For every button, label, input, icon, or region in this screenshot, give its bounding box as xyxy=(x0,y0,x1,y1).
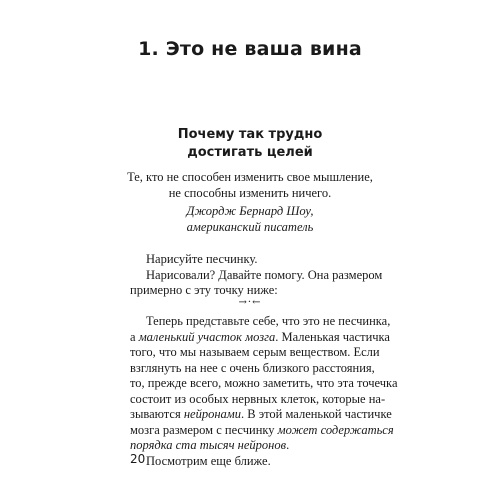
paragraph-2 xyxy=(130,314,398,469)
text-line: Нарисуйте песчинку. xyxy=(146,252,258,266)
emphasis: маленький участок мозга xyxy=(138,329,276,344)
text-line: то, прежде всего, можно заметить, что эта точечка xyxy=(130,376,398,390)
text-fragment: мозга размером с песчинку xyxy=(130,422,278,437)
text-line xyxy=(130,423,398,439)
text-line: примерно с эту точку ниже: xyxy=(130,283,278,297)
epigraph-line: Те, кто не способен изменить свое мышление, xyxy=(127,170,373,184)
epigraph-line: не способны изменить ничего. xyxy=(168,185,332,200)
text-line: состоит из особых нервных клеток, которые на- xyxy=(130,391,386,406)
epigraph-attribution xyxy=(0,204,500,235)
dot-marker: →·← xyxy=(238,297,262,308)
text-line: того, что мы называем серым веществом. Если xyxy=(130,345,380,359)
text-line xyxy=(130,330,398,346)
text-line xyxy=(130,438,398,454)
chapter-title: 1. Это не ваша вина xyxy=(138,38,362,60)
text-fragment: . Маленькая частичка xyxy=(275,329,390,344)
attribution-line: Джордж Бернард Шоу, xyxy=(186,204,314,218)
text-line: Нарисовали? Давайте помогу. Она размером xyxy=(146,267,383,282)
emphasis: порядка ста тысяч нейронов xyxy=(130,438,287,452)
text-line: Теперь представьте себе, что это не песчинка, xyxy=(146,314,391,328)
text-fragment: . В этой маленькой частичке xyxy=(241,407,392,421)
text-fragment: зываются xyxy=(130,407,184,421)
text-fragment: а xyxy=(130,329,139,344)
epigraph-quote xyxy=(0,170,500,201)
text-line: Посмотрим еще ближе. xyxy=(146,453,271,468)
page-number: 20 xyxy=(130,452,146,466)
attribution-line: американский писатель xyxy=(186,219,314,234)
section-title-line: Почему так трудно xyxy=(177,127,323,142)
section-title xyxy=(0,126,500,162)
emphasis: может содержаться xyxy=(277,422,394,437)
text-line: взглянуть на нее с очень близкого расстояния, xyxy=(130,360,375,375)
paragraph-1 xyxy=(130,252,398,299)
emphasis: нейронами xyxy=(183,407,242,421)
text-line xyxy=(130,407,398,423)
text-fragment: . xyxy=(286,438,290,452)
section-title-line: достигать целей xyxy=(187,145,313,160)
